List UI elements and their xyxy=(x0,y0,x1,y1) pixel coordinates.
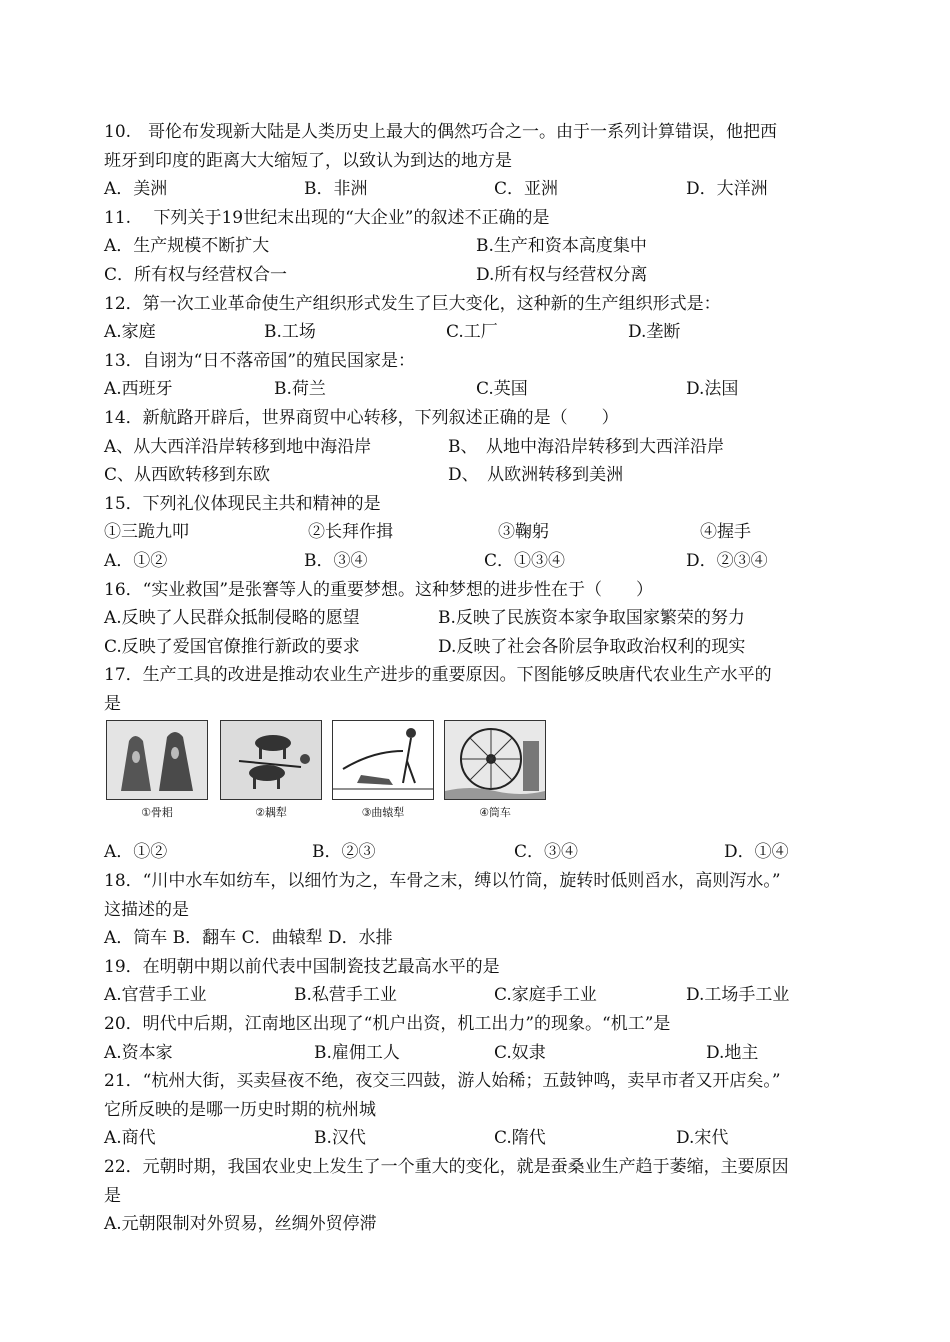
q11-options-row2 xyxy=(104,261,856,290)
q19-stem: 19．在明朝中期以前代表中国制瓷技艺最高水平的是 xyxy=(104,956,500,977)
q10-stem-2: 班牙到印度的距离大大缩短了，以致认为到达的地方是 xyxy=(104,150,512,171)
q14-stem: 14．新航路开辟后，世界商贸中心转移，下列叙述正确的是（ ） xyxy=(104,407,619,428)
q14-options-row1 xyxy=(104,433,856,462)
q10-stem-1: 10. 哥伦布发现新大陆是人类历史上最大的偶然巧合之一。由于一系列计算错误，他把西 xyxy=(104,122,778,142)
q14-option-a[interactable]: A、从大西洋沿岸转移到地中海沿岸 xyxy=(104,436,372,457)
q11-option-a[interactable]: A．生产规模不断扩大 xyxy=(104,236,270,257)
figure-caption-3: ③曲辕犁 xyxy=(361,806,405,820)
curved-plough-icon xyxy=(333,721,433,799)
q13-option-b[interactable]: B.荷兰 xyxy=(274,379,326,400)
q15-options xyxy=(104,547,856,576)
q17-figures xyxy=(104,720,856,830)
q11-option-c[interactable]: C．所有权与经营权合一 xyxy=(104,264,288,285)
q10-option-d[interactable]: D．大洋洲 xyxy=(686,179,768,200)
q14-options-row2 xyxy=(104,461,856,490)
q14-option-d[interactable]: D、 从欧洲转移到美洲 xyxy=(448,465,624,486)
q15-option-a[interactable]: A．①② xyxy=(104,550,168,571)
bone-spade-icon xyxy=(107,721,207,799)
q19-option-d[interactable]: D.工场手工业 xyxy=(686,985,790,1006)
q16-option-d[interactable]: D.反映了社会各阶层争取政治权利的现实 xyxy=(438,636,746,657)
q16-options-row2 xyxy=(104,633,856,662)
figure-caption-2: ②耦犁 xyxy=(255,806,287,820)
q22-option-a[interactable]: A.元朝限制对外贸易，丝绸外贸停滞 xyxy=(104,1214,377,1235)
q20-option-c[interactable]: C.奴隶 xyxy=(494,1042,546,1063)
q18-stem-1: 18．“川中水车如纺车，以细竹为之，车骨之末，缚以竹筒，旋转时低则舀水，高则泻水。” xyxy=(104,871,781,892)
q18-options[interactable]: A．筒车 B．翻车 C．曲辕犁 D．水排 xyxy=(104,928,393,949)
q13-option-d[interactable]: D.法国 xyxy=(686,379,739,400)
q13-option-c[interactable]: C.英国 xyxy=(476,379,528,400)
q21-option-d[interactable]: D.宋代 xyxy=(676,1128,729,1149)
q19-option-a[interactable]: A.官营手工业 xyxy=(104,985,207,1006)
q20-stem: 20．明代中后期，江南地区出现了“机户出资，机工出力”的现象。“机工”是 xyxy=(104,1014,671,1035)
exam-page xyxy=(104,118,856,1239)
q17-stem-2: 是 xyxy=(104,693,121,714)
q15-item-3: ③鞠躬 xyxy=(498,522,549,543)
q21-stem-1: 21．“杭州大街，买卖昼夜不绝，夜交三四鼓，游人始稀；五鼓钟鸣，卖早市者又开店矣。” xyxy=(104,1071,781,1092)
q17-option-c[interactable]: C．③④ xyxy=(514,842,579,863)
q15-items xyxy=(104,518,856,547)
q15-item-2: ②长拜作揖 xyxy=(308,522,393,543)
q17-option-d[interactable]: D．①④ xyxy=(724,842,789,863)
q21-stem-2: 它所反映的是哪一历史时期的杭州城 xyxy=(104,1099,376,1120)
q16-option-a[interactable]: A.反映了人民群众抵制侵略的愿望 xyxy=(104,608,360,629)
q14-option-b[interactable]: B、 从地中海沿岸转移到大西洋沿岸 xyxy=(448,436,724,457)
q11-options-row1 xyxy=(104,232,856,261)
q19-options xyxy=(104,981,856,1010)
q20-option-b[interactable]: B.雇佣工人 xyxy=(314,1042,400,1063)
figure-caption-4: ④筒车 xyxy=(479,806,511,820)
q17-stem-1: 17．生产工具的改进是推动农业生产进步的重要原因。下图能够反映唐代农业生产水平的 xyxy=(104,665,772,686)
q16-option-c[interactable]: C.反映了爱国官僚推行新政的要求 xyxy=(104,636,360,657)
q21-option-b[interactable]: B.汉代 xyxy=(314,1128,366,1149)
q10-option-a[interactable]: A．美洲 xyxy=(104,179,168,200)
q20-option-a[interactable]: A.资本家 xyxy=(104,1042,173,1063)
figure-bone-spade xyxy=(106,720,208,824)
q12-option-b[interactable]: B.工场 xyxy=(264,322,316,343)
q13-stem: 13．自诩为“日不落帝国”的殖民国家是： xyxy=(104,350,416,371)
q12-option-c[interactable]: C.工厂 xyxy=(446,322,498,343)
q10-option-c[interactable]: C．亚洲 xyxy=(494,179,559,200)
q14-option-c[interactable]: C、从西欧转移到东欧 xyxy=(104,465,271,486)
q13-options xyxy=(104,375,856,404)
q16-options-row1 xyxy=(104,604,856,633)
q21-option-c[interactable]: C.隋代 xyxy=(494,1128,546,1149)
q15-item-4: ④握手 xyxy=(700,522,751,543)
q10-option-b[interactable]: B．非洲 xyxy=(304,179,368,200)
q17-option-b[interactable]: B．②③ xyxy=(312,842,376,863)
q12-options xyxy=(104,318,856,347)
q16-option-b[interactable]: B.反映了民族资本家争取国家繁荣的努力 xyxy=(438,608,745,629)
q15-option-c[interactable]: C．①③④ xyxy=(484,550,566,571)
q12-option-d[interactable]: D.垄断 xyxy=(628,322,681,343)
q11-stem: 11. 下列关于19世纪末出现的“大企业”的叙述不正确的是 xyxy=(104,207,550,228)
q13-option-a[interactable]: A.西班牙 xyxy=(104,379,173,400)
q19-option-c[interactable]: C.家庭手工业 xyxy=(494,985,597,1006)
q22-stem-2: 是 xyxy=(104,1185,121,1206)
q19-option-b[interactable]: B.私营手工业 xyxy=(294,985,397,1006)
q20-option-d[interactable]: D.地主 xyxy=(706,1042,759,1063)
q10-options xyxy=(104,175,856,204)
q15-option-b[interactable]: B．③④ xyxy=(304,550,368,571)
q18-stem-2: 这描述的是 xyxy=(104,899,189,920)
q20-options xyxy=(104,1039,856,1068)
q16-stem: 16．“实业救国”是张謇等人的重要梦想。这种梦想的进步性在于（ ） xyxy=(104,579,654,600)
q21-options xyxy=(104,1124,856,1153)
q15-option-d[interactable]: D．②③④ xyxy=(686,550,768,571)
q11-option-b[interactable]: B.生产和资本高度集中 xyxy=(476,236,647,257)
figure-ox-plough xyxy=(220,720,322,824)
q12-option-a[interactable]: A.家庭 xyxy=(104,322,156,343)
q12-stem: 12．第一次工业革命使生产组织形式发生了巨大变化，这种新的生产组织形式是： xyxy=(104,293,721,314)
q15-item-1: ①三跪九叩 xyxy=(104,522,189,543)
ox-plough-icon xyxy=(221,721,321,799)
q17-option-a[interactable]: A．①② xyxy=(104,842,168,863)
q15-stem: 15．下列礼仪体现民主共和精神的是 xyxy=(104,493,381,514)
q11-option-d[interactable]: D.所有权与经营权分离 xyxy=(476,264,648,285)
q21-option-a[interactable]: A.商代 xyxy=(104,1128,156,1149)
q17-options xyxy=(104,838,856,867)
figure-tube-wheel xyxy=(444,720,546,824)
tube-wheel-icon xyxy=(445,721,545,799)
q22-stem-1: 22．元朝时期，我国农业史上发生了一个重大的变化，就是蚕桑业生产趋于萎缩，主要原因 xyxy=(104,1157,789,1177)
figure-caption-1: ①骨耜 xyxy=(141,806,173,820)
figure-curved-plough xyxy=(332,720,434,824)
